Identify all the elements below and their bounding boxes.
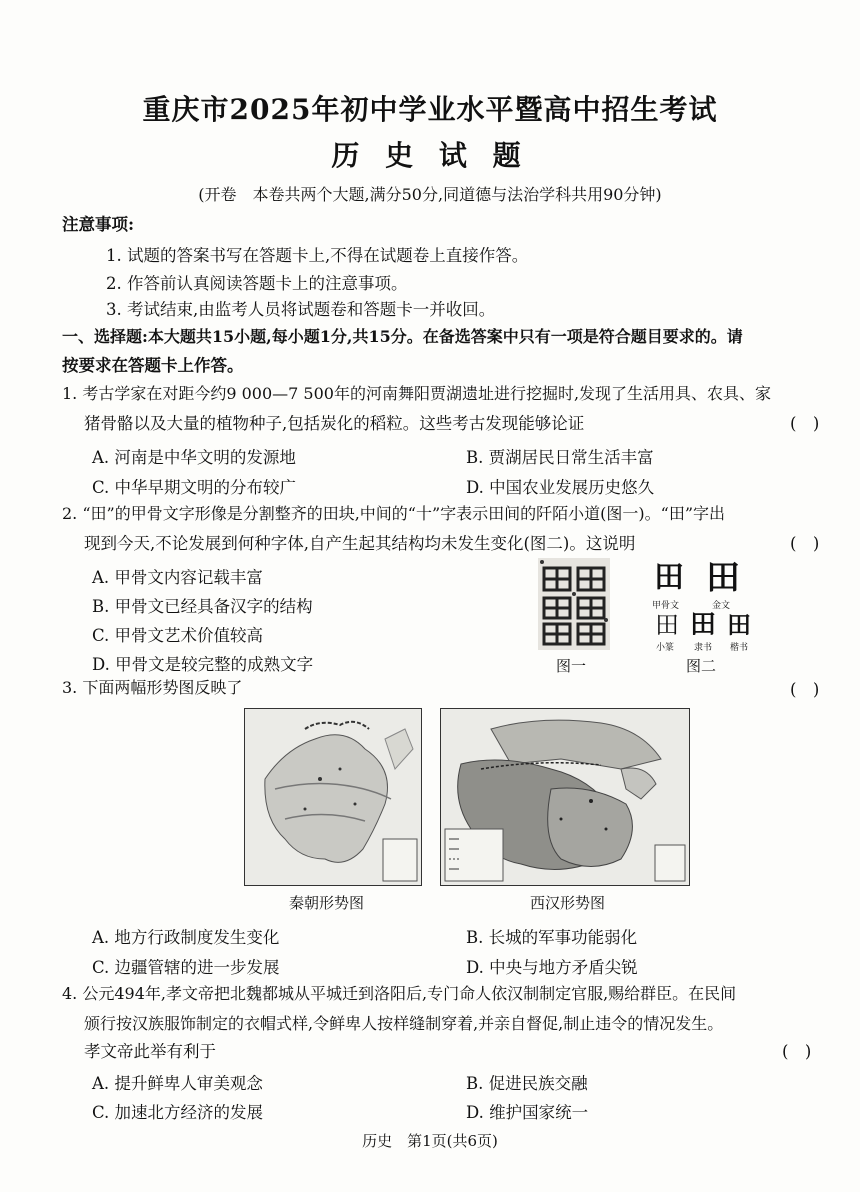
question-4-line: 颁行按汉族服饰制定的衣帽式样,令鲜卑人按样缝制穿着,并亲自督促,制止违令的情况发生。 <box>84 1014 724 1033</box>
option-d: D. 甲骨文是较完整的成熟文字 <box>92 655 314 674</box>
western-han-map-caption: 西汉形势图 <box>530 894 606 912</box>
option-d: D. 中国农业发展历史悠久 <box>466 478 655 497</box>
subject-title: 历 史 试 题 <box>331 139 529 172</box>
answer-paren: ( ) <box>790 534 820 553</box>
option-b: B. 长城的军事功能弱化 <box>466 928 638 947</box>
question-2-line: 2. “田”的甲骨文字形像是分割整齐的田块,中间的“十”字表示田间的阡陌小道(图一)。“田”字出 <box>62 504 726 523</box>
option-a: A. 河南是中华文明的发源地 <box>92 448 296 467</box>
question-2-line: 现到今天,不论发展到何种字体,自产生起其结构均未发生变化(图二)。这说明 <box>84 534 636 553</box>
glyph-oracle: 田 <box>654 560 684 595</box>
question-1-line: 猪骨骼以及大量的植物种子,包括炭化的稻粒。这些考古发现能够论证 <box>84 414 585 433</box>
notice-heading: 注意事项: <box>62 215 135 234</box>
glyph-seal: 田 <box>655 611 679 639</box>
qin-map-caption: 秦朝形势图 <box>289 894 365 912</box>
glyph-regular: 田 <box>727 610 751 639</box>
option-c: C. 甲骨文艺术价值较高 <box>92 626 264 645</box>
section-heading: 一、选择题:本大题共15小题,每小题1分,共15分。在备选答案中只有一项是符合题目要求的。请 <box>62 327 743 346</box>
answer-paren: ( ) <box>790 414 820 433</box>
question-3-line: 3. 下面两幅形势图反映了 <box>62 678 243 697</box>
label-jinwen: 金文 <box>712 601 731 611</box>
option-b: B. 甲骨文已经具备汉字的结构 <box>92 597 313 616</box>
exam-info: (开卷 本卷共两个大题,满分50分,同道德与法治学科共用90分钟) <box>198 185 662 204</box>
notice-item: 3. 考试结束,由监考人员将试题卷和答题卡一并收回。 <box>106 300 496 319</box>
option-b: B. 贾湖居民日常生活丰富 <box>466 448 654 467</box>
figure-1-caption: 图一 <box>556 657 587 675</box>
label-lishu: 隶书 <box>694 643 713 653</box>
label-xiaozhuan: 小篆 <box>656 643 675 653</box>
answer-paren: ( ) <box>790 680 820 699</box>
figure-2-caption: 图二 <box>686 657 717 675</box>
notice-item: 1. 试题的答案书写在答题卡上,不得在试题卷上直接作答。 <box>106 246 529 265</box>
question-4-line: 孝文帝此举有利于 <box>84 1042 216 1061</box>
option-b: B. 促进民族交融 <box>466 1074 588 1093</box>
option-a: A. 甲骨文内容记载丰富 <box>92 568 263 587</box>
section-heading-cont: 按要求在答题卡上作答。 <box>62 356 244 375</box>
label-kaishu: 楷书 <box>730 643 749 653</box>
option-a: A. 地方行政制度发生变化 <box>92 928 280 947</box>
option-d: D. 中央与地方矛盾尖锐 <box>466 958 638 977</box>
oracle-bone-figure <box>538 558 610 650</box>
option-d: D. 维护国家统一 <box>466 1103 589 1122</box>
label-jiaguwen: 甲骨文 <box>652 601 680 611</box>
answer-paren: ( ) <box>782 1042 812 1061</box>
option-c: C. 边疆管辖的进一步发展 <box>92 958 280 977</box>
question-4-line: 4. 公元494年,孝文帝把北魏都城从平城迁到洛阳后,专门命人依汉制制定官服,赐给群臣。在民间 <box>62 984 737 1003</box>
page-footer: 历史 第1页(共6页) <box>362 1132 498 1150</box>
qin-map <box>244 708 422 886</box>
glyph-bronze: 田 <box>706 558 740 598</box>
exam-title: 重庆市2025年初中学业水平暨高中招生考试 <box>142 93 718 126</box>
question-1-line: 1. 考古学家在对距今约9 000—7 500年的河南舞阳贾湖遗址进行挖掘时,发现了生活用具、农具、家 <box>62 384 772 403</box>
option-a: A. 提升鲜卑人审美观念 <box>92 1074 263 1093</box>
notice-item: 2. 作答前认真阅读答题卡上的注意事项。 <box>106 274 408 293</box>
western-han-map <box>440 708 690 886</box>
option-c: C. 加速北方经济的发展 <box>92 1103 264 1122</box>
option-c: C. 中华早期文明的分布较广 <box>92 478 297 497</box>
glyph-clerical: 田 <box>690 610 717 640</box>
